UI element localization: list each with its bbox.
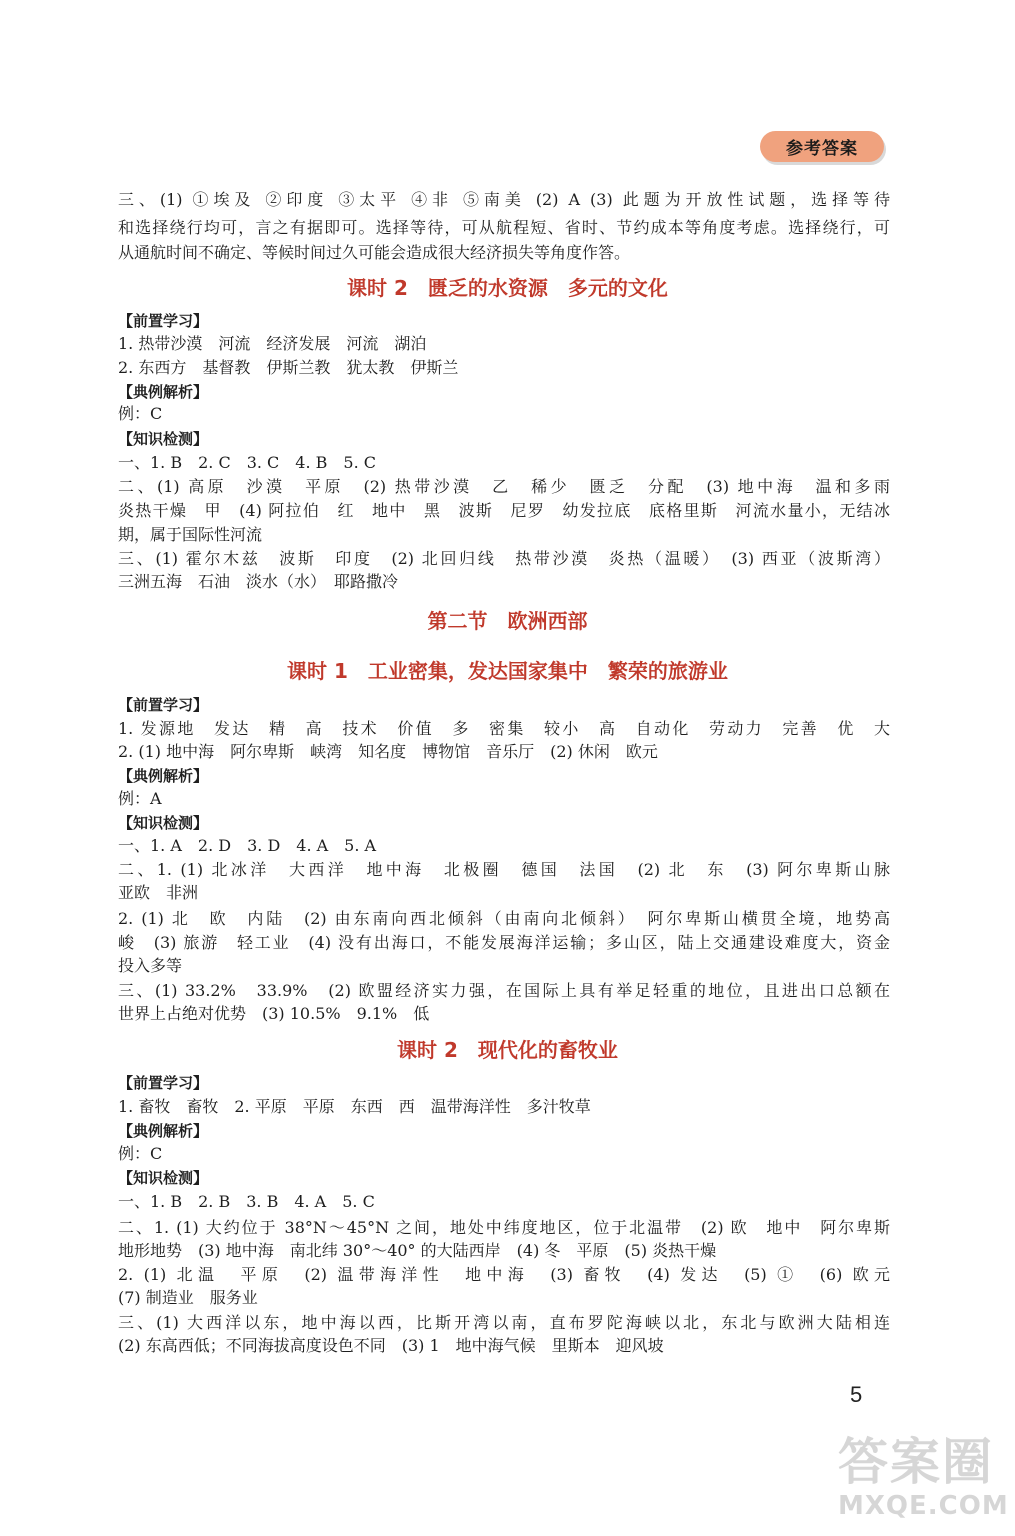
lesson-title: 课时 2 匮乏的水资源 多元的文化 [347, 276, 668, 300]
text-line: 一、1. B 2. C 3. C 4. B 5. C [118, 453, 377, 472]
text-line: (7) 制造业 服务业 [118, 1288, 258, 1307]
watermark [838, 1432, 1008, 1532]
section-heading: 【典例解析】 [118, 767, 209, 785]
text-line: 2. (1) 北 欧 内陆 (2) 由东南向西北倾斜（由南向北倾斜） 阿尔卑斯山横贯全境，地势高 [118, 909, 890, 928]
watermark-url: MXQE.COM [838, 1491, 1009, 1521]
text-line: 二、(1) 高原 沙漠 平原 (2) 热带沙漠 乙 稀少 匮乏 分配 (3) 地中海 温和多雨 [118, 477, 890, 496]
text-line: 投入多等 [118, 956, 183, 975]
section-heading: 【典例解析】 [118, 383, 209, 401]
text-line: 三、(1) 33.2% 33.9% (2) 欧盟经济实力强，在国际上具有举足轻重的地位，且进出口总额在 [118, 981, 890, 1000]
text-line: 峻 (3) 旅游 轻工业 (4) 没有出海口，不能发展海洋运输；多山区，陆上交通建设难度大，资金 [118, 933, 890, 952]
text-line: 期，属于国际性河流 [118, 525, 263, 544]
text-line: 从通航时间不确定、等候时间过久可能会造成很大经济损失等角度作答。 [118, 243, 631, 262]
watermark-logo: 答案圈 [838, 1433, 994, 1491]
text-line: 1. 畜牧 畜牧 2. 平原 平原 东西 西 温带海洋性 多汁牧草 [118, 1097, 591, 1116]
text-line: 三、(1) 大西洋以东，地中海以西，比斯开湾以南，直布罗陀海峡以北，东北与欧洲大陆相连 [118, 1313, 890, 1332]
lesson-title: 课时 2 现代化的畜牧业 [397, 1038, 618, 1062]
text-line: 一、1. B 2. B 3. B 4. A 5. C [118, 1192, 375, 1211]
page-number: 5 [850, 1382, 863, 1407]
text-line: 1. 热带沙漠 河流 经济发展 河流 湖泊 [118, 334, 427, 353]
text-line: 2. (1) 地中海 阿尔卑斯 峡湾 知名度 博物馆 音乐厅 (2) 休闲 欧元 [118, 742, 658, 761]
text-line: 三、(1) ①埃及 ②印度 ③太平 ④非 ⑤南美 (2) A (3) 此题为开放性试题，选择等待 [118, 190, 890, 209]
section-title: 第二节 欧洲西部 [427, 609, 588, 633]
text-line: 二、1. (1) 北冰洋 大西洋 地中海 北极圈 德国 法国 (2) 北 东 (3) 阿尔卑斯山脉 [118, 860, 890, 879]
text-line: 二、1. (1) 大约位于 38°N～45°N 之间，地处中纬度地区，位于北温带 (2) 欧 地中 阿尔卑斯 [118, 1218, 890, 1237]
text-line: 2. 东西方 基督教 伊斯兰教 犹太教 伊斯兰 [118, 358, 459, 377]
text-line: 和选择绕行均可，言之有据即可。选择等待，可从航程短、省时、节约成本等角度考虑。选择绕行，可 [118, 218, 890, 237]
text-line: 例：A [118, 789, 162, 808]
text-line: 例：C [118, 1144, 163, 1163]
text-line: 三洲五海 石油 淡水（水） 耶路撒冷 [118, 572, 399, 591]
answer-key-badge: 参考答案 [760, 131, 884, 162]
text-line: (2) 东高西低；不同海拔高度设色不同 (3) 1 地中海气候 里斯本 迎风坡 [118, 1336, 664, 1355]
text-line: 世界上占绝对优势 (3) 10.5% 9.1% 低 [118, 1004, 430, 1023]
text-line: 三、(1) 霍尔木兹 波斯 印度 (2) 北回归线 热带沙漠 炎热（温暖） (3) 西亚（波斯湾） [118, 549, 890, 568]
section-heading: 【知识检测】 [118, 430, 209, 448]
section-heading: 【前置学习】 [118, 1074, 209, 1092]
text-line: 2. (1) 北温 平原 (2) 温带海洋性 地中海 (3) 畜牧 (4) 发达 (5) ① (6) 欧元 [118, 1265, 890, 1284]
section-heading: 【知识检测】 [118, 814, 209, 832]
text-line: 地形地势 (3) 地中海 南北纬 30°～40° 的大陆西岸 (4) 冬 平原 (5) 炎热干燥 [118, 1241, 717, 1260]
section-heading: 【典例解析】 [118, 1122, 209, 1140]
section-heading: 【前置学习】 [118, 312, 209, 330]
text-line: 例：C [118, 404, 163, 423]
text-line: 亚欧 非洲 [118, 883, 199, 902]
section-heading: 【知识检测】 [118, 1169, 209, 1187]
text-line: 炎热干燥 甲 (4) 阿拉伯 红 地中 黑 波斯 尼罗 幼发拉底 底格里斯 河流水量小，无结冰 [118, 501, 890, 520]
section-heading: 【前置学习】 [118, 696, 209, 714]
text-line: 一、1. A 2. D 3. D 4. A 5. A [118, 836, 377, 855]
lesson-title: 课时 1 工业密集，发达国家集中 繁荣的旅游业 [287, 659, 728, 683]
text-line: 1. 发源地 发达 精 高 技术 价值 多 密集 较小 高 自动化 劳动力 完善 优 大 [118, 719, 890, 738]
